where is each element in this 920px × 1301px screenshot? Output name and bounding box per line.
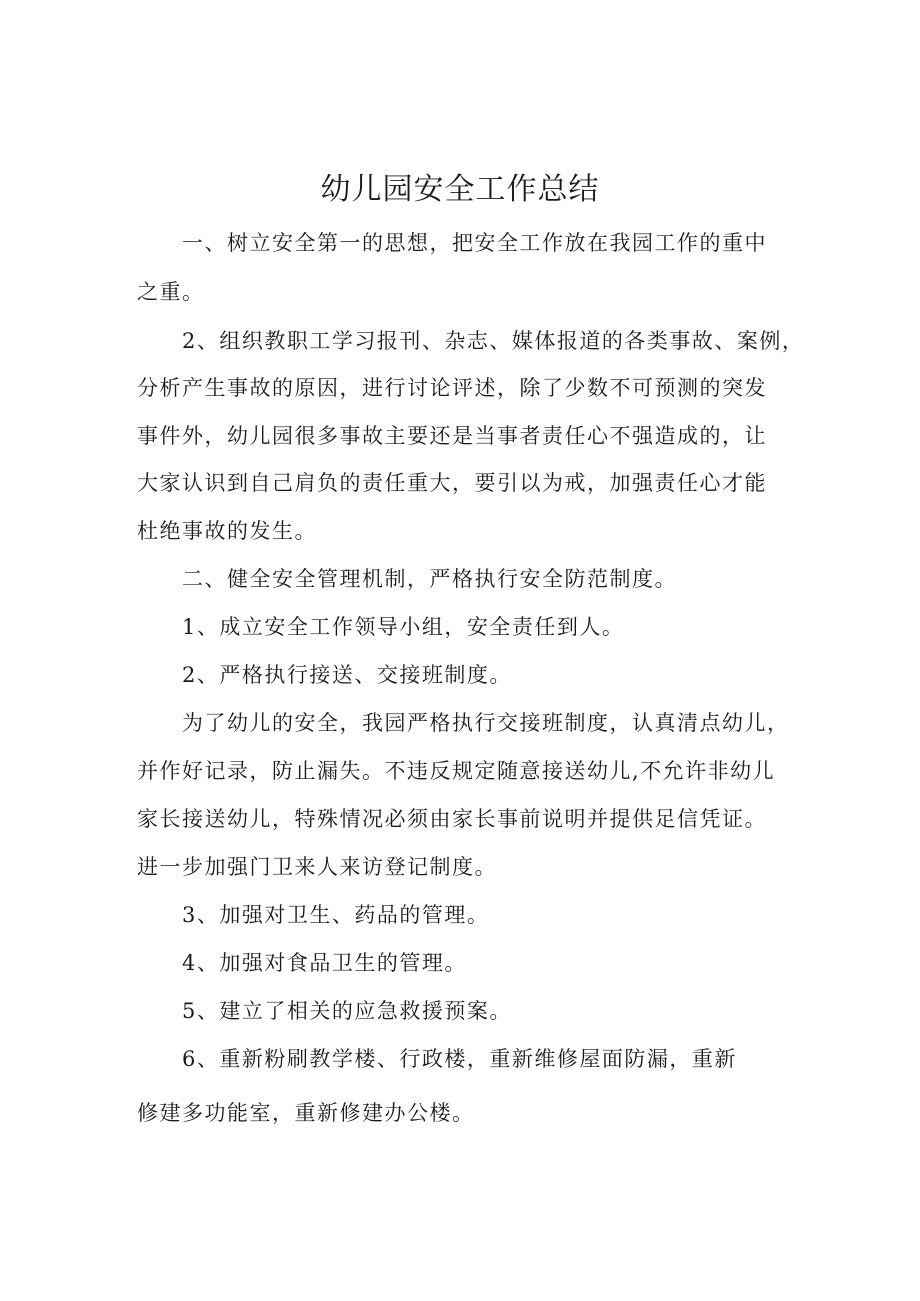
paragraph-line: 6、重新粉刷教学楼、行政楼，重新维修屋面防漏，重新 [182,1047,737,1071]
paragraph-line: 修建多功能室，重新修建办公楼。 [137,1101,475,1125]
paragraph-line: 2、组织教职工学习报刊、杂志、媒体报道的各类事故、案例， [182,329,805,353]
paragraph-line: 杜绝事故的发生。 [137,519,317,543]
paragraph-line: 大家认识到自己肩负的责任重大，要引以为戒，加强责任心才能 [137,471,767,495]
paragraph-line: 2、严格执行接送、交接班制度。 [182,663,512,687]
paragraph-line: 为了幼儿的安全，我园严格执行交接班制度，认真清点幼儿， [182,711,790,735]
paragraph-line: 家长接送幼儿，特殊情况必须由家长事前说明并提供足信凭证。 [137,807,767,831]
paragraph-line: 4、加强对食品卫生的管理。 [182,951,467,975]
document-title: 幼儿园安全工作总结 [320,172,600,207]
paragraph-line: 之重。 [137,280,205,304]
paragraph-line: 并作好记录，防止漏失。不违反规定随意接送幼儿,不允许非幼儿 [137,759,776,783]
paragraph-line: 1、成立安全工作领导小组，安全责任到人。 [182,615,625,639]
paragraph-line: 一、树立安全第一的思想，把安全工作放在我园工作的重中 [182,231,767,255]
paragraph-line: 3、加强对卫生、药品的管理。 [182,903,490,927]
paragraph-line: 二、健全安全管理机制，严格执行安全防范制度。 [182,567,677,591]
paragraph-line: 进一步加强门卫来人来访登记制度。 [137,855,497,879]
paragraph-line: 事件外，幼儿园很多事故主要还是当事者责任心不强造成的，让 [137,424,767,448]
paragraph-line: 分析产生事故的原因，进行讨论评述，除了少数不可预测的突发 [137,376,767,400]
paragraph-line: 5、建立了相关的应急救援预案。 [182,999,512,1023]
